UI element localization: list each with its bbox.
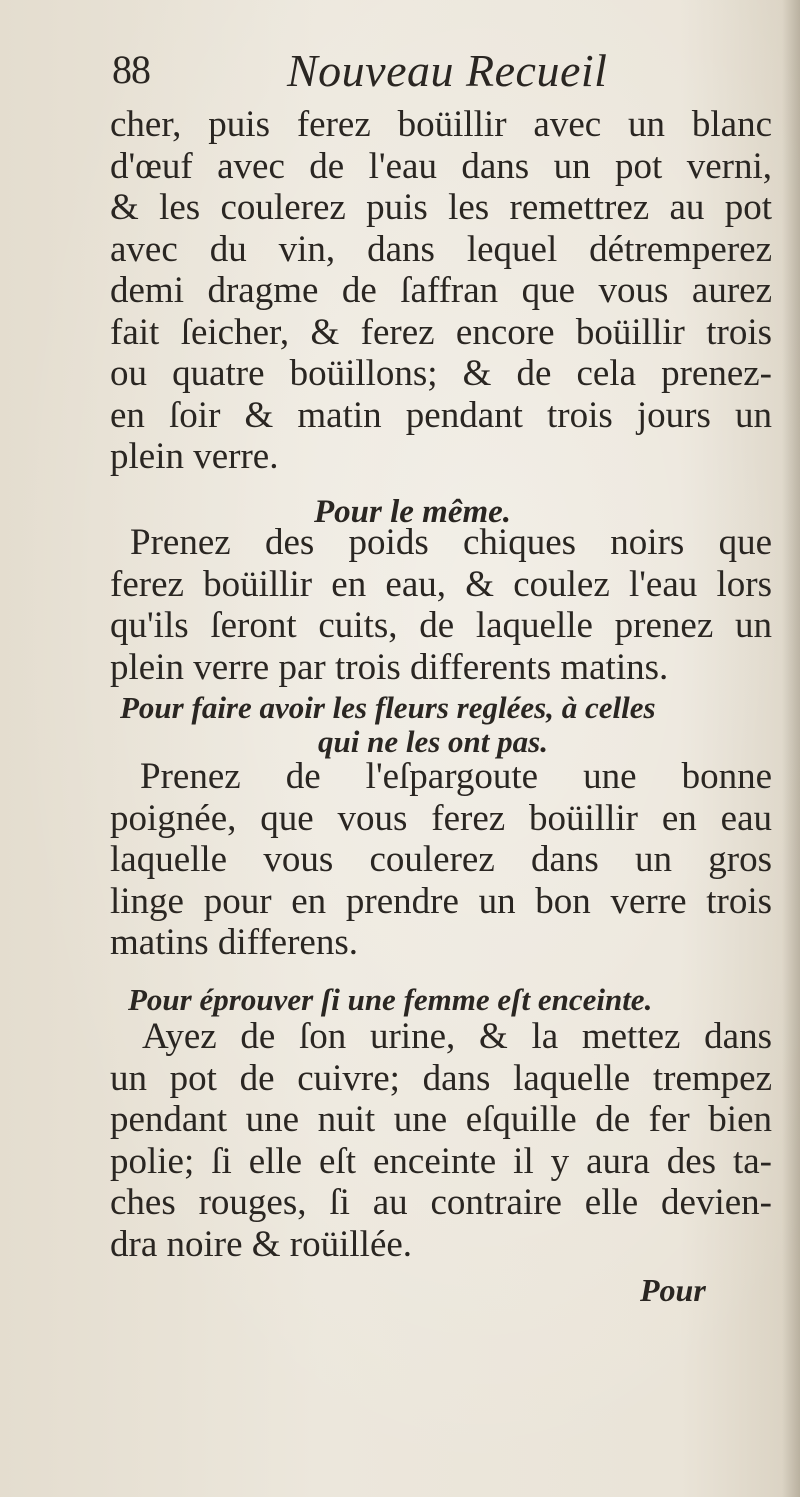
text-line: Prenez des poids chiques noirs que xyxy=(130,522,772,563)
text-line: avec du vin, dans lequel détremperez xyxy=(110,228,772,270)
text-line: un pot de cuivre; dans laquelle trempez xyxy=(110,1057,772,1099)
text-line: & les coulerez puis les remettrez au pot xyxy=(110,187,772,228)
paragraph-3 xyxy=(110,756,772,964)
text-line: matins differens. xyxy=(110,922,358,963)
text-line: d'œuf avec de l'eau dans un pot verni, xyxy=(110,145,772,187)
section-heading-2-line-1: Pour faire avoir les fleurs reglées, à celles xyxy=(120,690,656,725)
text-line: en ſoir & matin pendant trois jours un xyxy=(110,394,772,436)
text-line: fait ſeicher, & ferez encore boüillir trois xyxy=(110,311,772,353)
paragraph-2 xyxy=(110,522,772,688)
paragraph-1 xyxy=(110,104,772,478)
text-line: ou quatre boüillons; & de cela prenez- xyxy=(110,353,772,394)
section-heading-1: Pour le même. xyxy=(314,494,512,530)
page-number: 88 xyxy=(112,47,150,92)
text-line: qu'ils ſeront cuits, de laquelle prenez un xyxy=(110,605,772,646)
text-line: demi dragme de ſaffran que vous aurez xyxy=(110,270,772,311)
catchword: Pour xyxy=(640,1272,706,1308)
page-header xyxy=(112,40,772,100)
section-heading-3: Pour éprouver ſi une femme eſt enceinte. xyxy=(128,982,653,1017)
text-line: dra noire & roüillée. xyxy=(110,1223,413,1265)
text-line: ferez boüillir en eau, & coulez l'eau lors xyxy=(110,563,772,605)
text-line: laquelle vous coulerez dans un gros xyxy=(110,839,772,880)
running-title: Nouveau Recueil xyxy=(287,45,608,96)
text-line: cher, puis ferez boüillir avec un blanc xyxy=(110,104,772,145)
text-line: plein verre par trois differents matins. xyxy=(110,646,669,688)
text-line: poignée, que vous ferez boüillir en eau xyxy=(110,797,772,839)
text-line: Ayez de ſon urine, & la mettez dans xyxy=(142,1016,772,1057)
text-line: Prenez de l'eſpargoute une bonne xyxy=(140,756,772,797)
section-heading-2-line-2: qui ne les ont pas. xyxy=(318,724,548,759)
page-edge-shadow xyxy=(782,0,800,1497)
text-line: linge pour en prendre un bon verre trois xyxy=(110,880,772,922)
text-line: ches rouges, ſi au contraire elle devien- xyxy=(110,1182,772,1223)
paragraph-4 xyxy=(110,1016,772,1265)
text-line: plein verre. xyxy=(110,436,279,477)
text-line: pendant une nuit une eſquille de fer bien xyxy=(110,1099,772,1140)
text-line: polie; ſi elle eſt enceinte il y aura des ta- xyxy=(110,1140,772,1182)
